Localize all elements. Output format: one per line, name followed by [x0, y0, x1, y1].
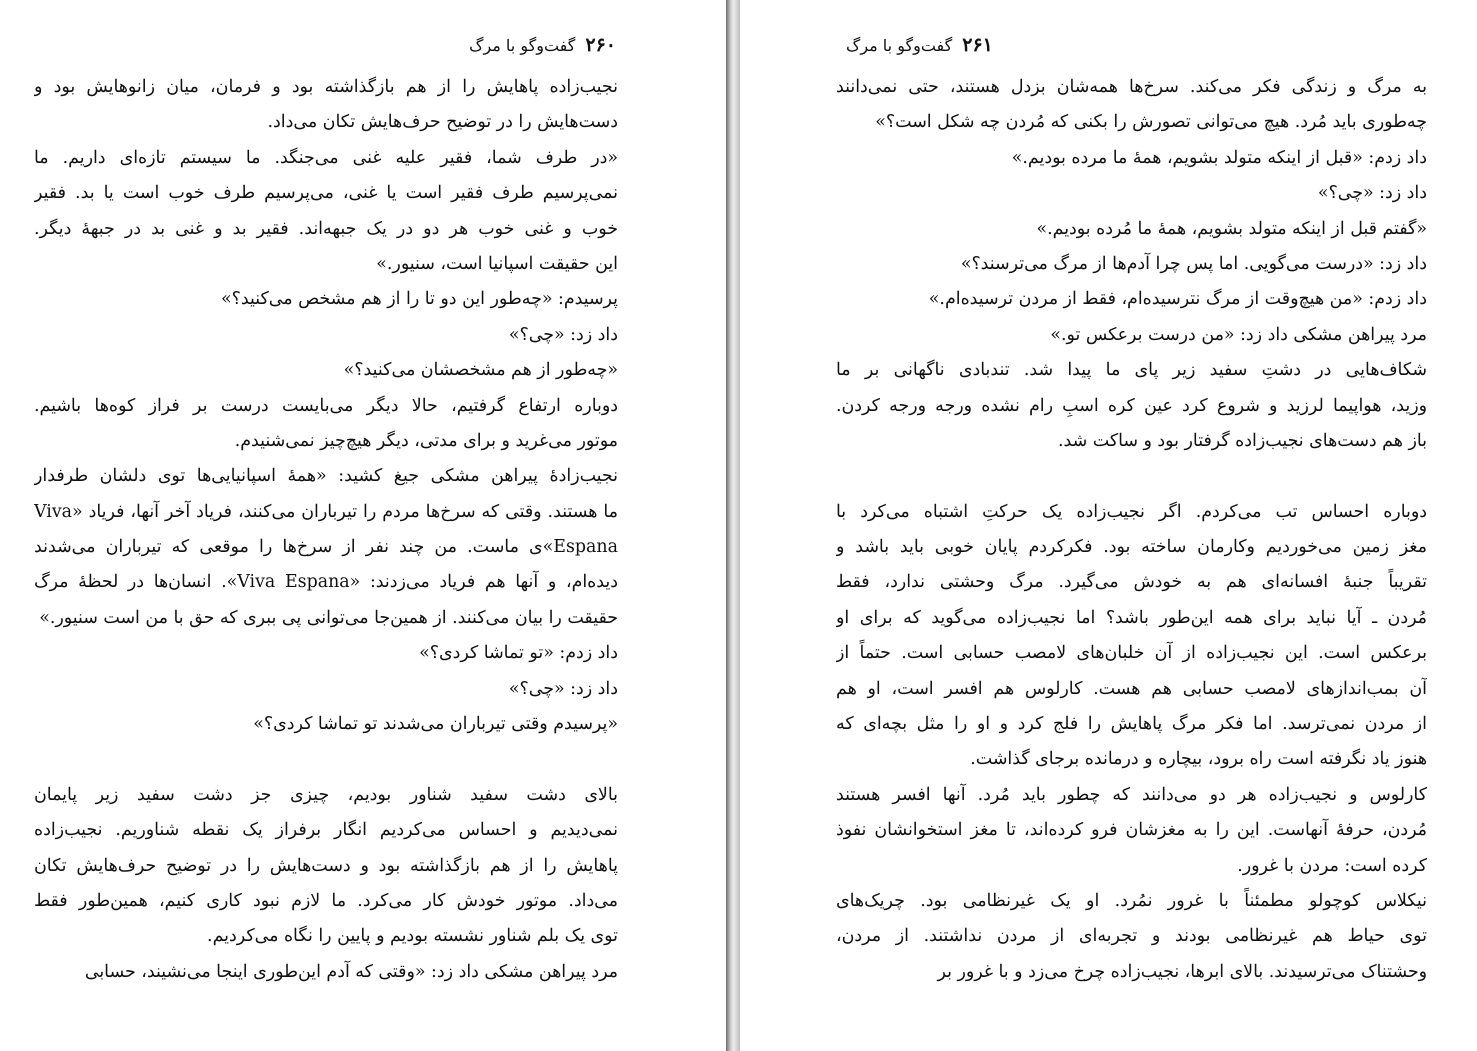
- text-line: نجیب‌زادهٔ پیراهن مشکی جیغ کشید: «همهٔ اسپانیایی‌ها توی دلشان طرفدار: [34, 466, 618, 487]
- paragraph: [34, 778, 618, 955]
- text-line: کارلوس و نجیب‌زاده هر دو می‌دانند که چطور باید مُرد. آنها افسر هستند: [836, 784, 1427, 805]
- text-line: دوباره احساس تب می‌کردم. اگر نجیب‌زاده یک حرکتِ اشتباه می‌کرد با: [836, 501, 1427, 522]
- text-line: نیکلاس کوچولو مطمئناً با غرور نمُرد. او یک غیرنظامی بود. چریک‌های: [836, 890, 1427, 911]
- text-line: داد زد: «چی؟»: [508, 324, 618, 345]
- running-title: گفت‌وگو با مرگ: [846, 36, 953, 55]
- text-line: توی یک بلم شناور نشسته بودیم و پایین را نگاه می‌کردیم.: [207, 926, 618, 947]
- text-line: تقریباً جنبهٔ افسانه‌ای هم به خودش می‌گیرد. مرگ وحشتی ندارد، فقط: [836, 572, 1427, 593]
- text-line: موتور می‌غرید و برای مدتی، دیگر هیچ‌چیز نمی‌شنیدم.: [234, 430, 618, 451]
- text-line: مرد پیراهن مشکی داد زد: «من درست برعکس تو.»: [1050, 324, 1427, 345]
- page-header: [836, 34, 993, 56]
- page-body: [34, 70, 618, 990]
- text-line: دوباره ارتفاع گرفتیم، حالا دیگر می‌بایست درست بر فراز کوه‌ها باشیم.: [34, 395, 618, 416]
- text-line: از مردن نمی‌ترسد. اما فکر مرگ پاهایش را فلج کرد و او را مثل بچه‌ای که: [836, 714, 1427, 735]
- text-line: داد زدم: «قبل از اینکه متولد بشویم، همهٔ ما مرده بودیم.»: [1011, 147, 1427, 168]
- text-line: باز هم دست‌های نجیب‌زاده گرفتار بود و ساکت شد.: [1057, 430, 1427, 451]
- text-line: مُردن، حرفهٔ آنهاست. این را به مغزشان فرو کرده‌اند، تا مغز استخوانشان نفوذ: [836, 820, 1427, 841]
- paragraph: [34, 636, 618, 671]
- text-line: توی حیاط هم غیرنظامی بودند و تجربه‌ای از مردن نداشتند. از مردن،: [836, 926, 1427, 947]
- text-line: «چه‌طور از هم مشخصشان می‌کنید؟»: [343, 360, 618, 381]
- paragraph: [836, 70, 1427, 141]
- text-line: چه‌طوری باید مُرد. هیچ می‌توانی تصورش را بکنی که مُردن چه شکل است؟»: [875, 112, 1427, 133]
- text-line: دیده‌ام، و آنها هم فریاد می‌زدند: «Viva Espana». انسان‌ها در لحظهٔ مرگ: [34, 572, 618, 593]
- text-line: آن بمب‌اندازهای لامصب حسابی هم هست. کارلوس هم افسر است، او هم: [836, 678, 1427, 699]
- paragraph: [836, 247, 1427, 282]
- text-line: نجیب‌زاده پاهایش را از هم بازگذاشته بود و فرمان، میان زانوهایش بود و: [34, 77, 618, 97]
- text-line: مغز زمین می‌خوردیم وکارمان ساخته بود. فکرکردم پایان خوبی باید باشد و: [836, 537, 1427, 558]
- page-body: [836, 70, 1427, 990]
- paragraph: [836, 141, 1427, 176]
- text-line: هنوز یاد نگرفته است راه برود، بیچاره و درمانده برجای گذاشت.: [970, 749, 1427, 770]
- paragraph: [34, 318, 618, 353]
- paragraph: [34, 672, 618, 707]
- page-header: [459, 34, 616, 56]
- text-line: ما هستند. وقتی که سرخ‌ها مردم را تیرباران می‌کنند، فریاد آخر آنها، فریاد «Viva: [34, 501, 618, 522]
- text-line: نمی‌پرسیم طرف فقیر است یا غنی، می‌پرسیم طرف خوب است یا بد. فقیر: [34, 183, 618, 204]
- text-line: مُردن ـ آیا نباید برای همه این‌طور باشد؟ اما نجیب‌زاده می‌گوید که برای او: [836, 607, 1427, 628]
- text-line: Espana»ی ماست. من چند نفر از سرخ‌ها را موقعی که تیرباران می‌شدند: [34, 537, 618, 558]
- text-line: داد زدم: «تو تماشا کردی؟»: [419, 643, 618, 664]
- paragraph: [34, 353, 618, 388]
- text-line: حقیقت را بیان می‌کنند. از همین‌جا می‌توانی پی ببری که حق با من است سنیور.»: [39, 607, 618, 628]
- page-number: ۲۶۱: [962, 34, 993, 56]
- paragraph: [836, 212, 1427, 247]
- paragraph: [836, 318, 1427, 353]
- text-line: داد زد: «درست می‌گویی. اما پس چرا آدم‌ها از مرگ می‌ترسند؟»: [960, 253, 1427, 274]
- text-line: «در طرف شما، فقیر علیه غنی می‌جنگد. ما سیستم تازه‌ای داریم. ما: [34, 147, 618, 168]
- text-line: داد زدم: «من هیچ‌وقت از مرگ نترسیده‌ام، فقط از مردن ترسیده‌ام.»: [928, 289, 1427, 310]
- text-line: داد زد: «چی؟»: [508, 678, 618, 699]
- text-line: دست‌هایش را در توضیح حرف‌هایش تکان می‌داد.: [267, 112, 618, 133]
- paragraph: [34, 707, 618, 742]
- paragraph: [836, 353, 1427, 459]
- text-line: «گفتم قبل از اینکه متولد بشویم، همهٔ ما مُرده بودیم.»: [1036, 218, 1427, 239]
- text-line: «پرسیدم وقتی تیرباران می‌شدند تو تماشا کردی؟»: [253, 714, 618, 735]
- paragraph: [34, 389, 618, 460]
- text-line: بالای دشت سفید شناور بودیم، چیزی جز دشت سفید زیر پایمان: [34, 784, 618, 805]
- paragraph: [836, 495, 1427, 778]
- left-page: [0, 0, 726, 1051]
- text-line: می‌داد. موتور خودش کار می‌کرد. ما لازم نبود کاری کنیم، همین‌طور فقط: [34, 890, 618, 911]
- text-line: نمی‌دیدیم و احساس می‌کردیم انگار برفراز یک نقطه شناوریم. نجیب‌زاده: [34, 820, 618, 841]
- text-line: خوب و غنی خوب هر دو در یک جبهه‌اند. فقیر بد و غنی بد در جبههٔ دیگر.: [34, 218, 618, 239]
- text-line: این حقیقت اسپانیا است، سنیور.»: [376, 253, 618, 274]
- text-line: پاهایش را از هم بازگذاشته بود و دست‌هایش را در توضیح حرف‌هایش تکان: [34, 855, 618, 876]
- paragraph: [836, 282, 1427, 317]
- paragraph: [836, 176, 1427, 211]
- text-line: به مرگ و زندگی فکر می‌کند. سرخ‌ها همه‌شان بزدل هستند، حتی نمی‌دانند: [836, 77, 1427, 97]
- text-line: شکاف‌هایی در دشتِ سفید زیر پای ما پیدا شد. تندبادی ناگهانی بر ما: [836, 360, 1427, 381]
- paragraph: [34, 141, 618, 283]
- text-line: وزید، هواپیما لرزید و شروع کرد عین کره اسبِ رام نشده ورجه ورجه کردن.: [836, 395, 1427, 416]
- paragraph: [34, 459, 618, 636]
- text-line: پرسیدم: «چه‌طور این دو تا را از هم مشخص می‌کنید؟»: [220, 289, 618, 310]
- running-title: گفت‌وگو با مرگ: [469, 36, 576, 55]
- page-number: ۲۶۰: [585, 34, 616, 56]
- book-gutter: [726, 0, 740, 1051]
- text-line: وحشتناک می‌ترسیدند. بالای ابرها، نجیب‌زاده چرخ می‌زد و با غرور بر: [937, 961, 1427, 982]
- text-line: برعکس است. این نجیب‌زاده از آن خلبان‌های لامصب حسابی است. حتماً از: [836, 643, 1427, 664]
- text-line: مرد پیراهن مشکی داد زد: «وقتی که آدم این‌طوری اینجا می‌نشیند، حسابی: [84, 961, 618, 982]
- text-line: داد زد: «چی؟»: [1317, 183, 1427, 204]
- section-break: [34, 742, 618, 777]
- paragraph: [34, 955, 618, 990]
- text-line: کرده است: مردن با غرور.: [1237, 855, 1427, 876]
- paragraph: [836, 884, 1427, 990]
- right-page: [740, 0, 1477, 1051]
- section-break: [836, 459, 1427, 494]
- paragraph: [34, 70, 618, 141]
- paragraph: [836, 778, 1427, 884]
- paragraph: [34, 282, 618, 317]
